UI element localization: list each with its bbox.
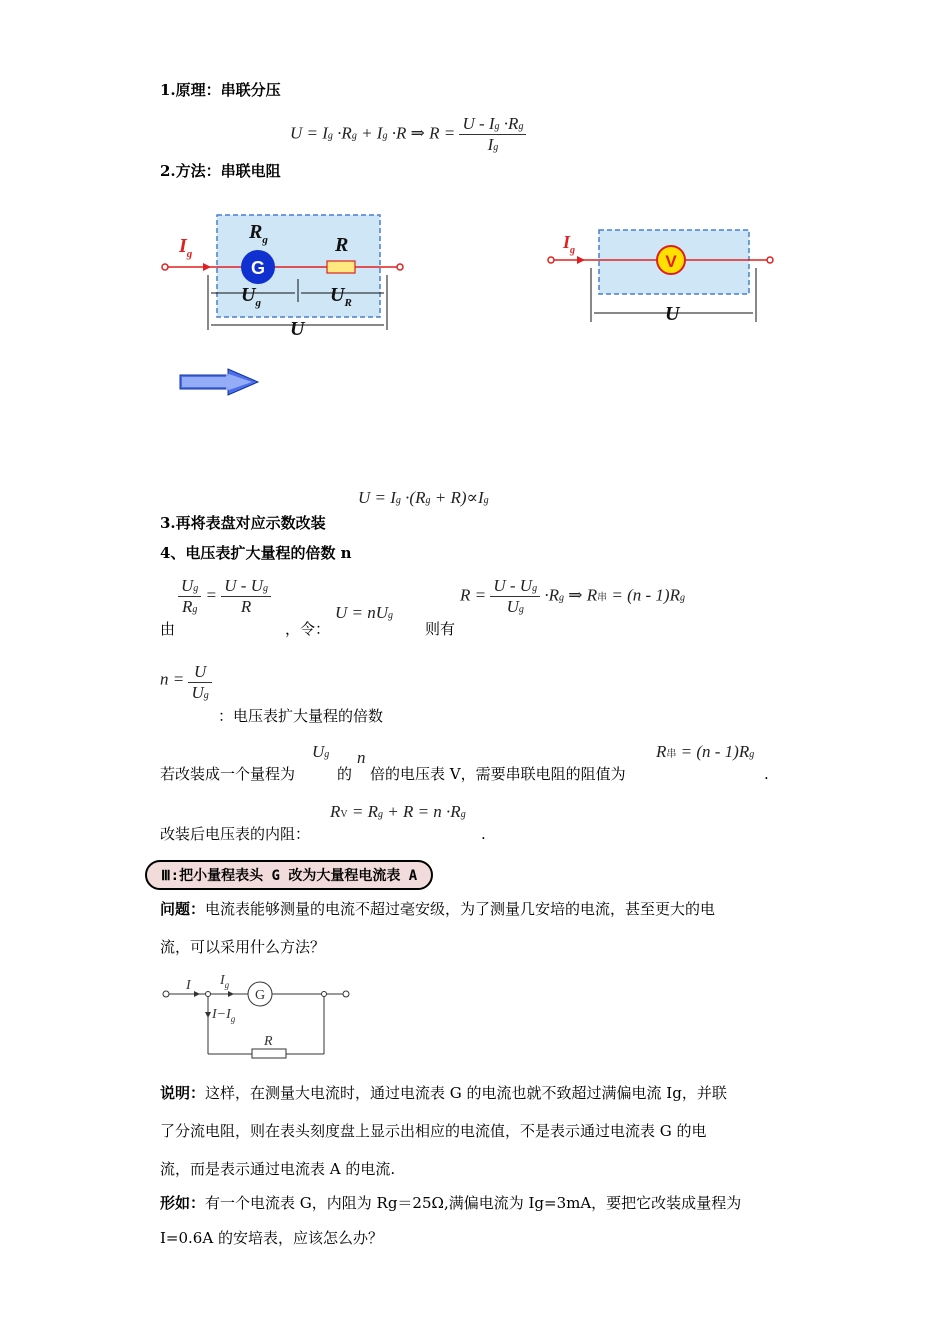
modify-n: n <box>357 748 366 767</box>
explain-line-2: 了分流电阻，则在表头刻度盘上显示出相应的电流值，不是表示通过电流表 G 的电 <box>160 1122 707 1140</box>
node-right <box>322 992 327 997</box>
i-label: I <box>186 978 191 993</box>
node-left <box>206 992 211 997</box>
ur-label: $U_R$ <box>330 284 352 309</box>
terminal-left <box>163 991 169 997</box>
example-line-1: 形如：有一个电流表 G，内阻为 Rg＝25Ω,满偏电流为 Ig=3mA，要把它改装成量程为 <box>160 1194 742 1212</box>
text-zeyou: 则有 <box>425 620 456 638</box>
explain-line-3: 流，而是表示通过电流表 A 的电流. <box>160 1160 396 1178</box>
section4-heading: 4、电压表扩大量程的倍数 n <box>160 544 352 562</box>
modify-de: 的 <box>337 765 353 783</box>
modify-ug: Ug <box>312 742 330 761</box>
resistor-r <box>327 261 355 273</box>
question-label: 问题： <box>160 900 206 918</box>
modify-r-formula: R串 = (n - 1)Rg <box>656 742 755 761</box>
formula-ratio: $\frac{Ug}{Rg}$ = $\frac{U - Ug}{R}$ <box>178 576 271 617</box>
section1-heading: 1.原理：串联分压 <box>160 81 281 99</box>
question-line-1: 问题：电流表能够测量的电流不超过毫安级，为了测量几安培的电流，甚至更大的电 <box>160 900 716 918</box>
g-label: G <box>250 258 266 278</box>
resistor-r <box>252 1049 286 1058</box>
ig-label: $I_g$ <box>220 973 230 990</box>
ug-label: $U_g$ <box>241 284 261 309</box>
explain-line-1: 说明：这样，在测量大电流时，通过电流表 G 的电流也就不致超过满偏电流 Ig，并联 <box>160 1084 727 1102</box>
voltmeter-circuit-diagram <box>545 220 785 330</box>
u-label: U <box>290 318 305 340</box>
series-circuit-diagram <box>155 205 415 345</box>
i-minus-ig-label: $I-I_g$ <box>212 1007 236 1024</box>
modify-dot: . <box>764 765 769 783</box>
question-line-2: 流，可以采用什么方法？ <box>160 938 326 956</box>
block-arrow-icon <box>178 368 262 396</box>
current-arrow <box>577 256 585 264</box>
parallel-circuit-diagram <box>158 966 358 1060</box>
formula-n: n = $\frac{U}{Ug}$ <box>160 658 212 703</box>
current-arrow <box>203 263 211 271</box>
section-iii-heading: Ⅲ:把小量程表头 G 改为大量程电流表 A <box>145 860 433 890</box>
formula-series-voltage: U = Ig ·Rg + Ig ·R ⇒ R = $\frac{U - Ig \cdot Rg}{Ig}$ <box>290 114 526 155</box>
terminal-right <box>343 991 349 997</box>
internal-dot: . <box>481 825 486 843</box>
formula-u-nug: U = nUg <box>335 603 394 622</box>
internal-text: 改装后电压表的内阻： <box>160 825 311 843</box>
modify-text-2: 倍的电压表 V，需要串联电阻的阻值为 <box>370 765 626 783</box>
terminal-left <box>548 257 554 263</box>
terminal-left <box>162 264 168 270</box>
terminal-right <box>767 257 773 263</box>
formula-proportional: U = Ig ·(Rg + R)∝Ig <box>358 488 489 507</box>
ig-label: $I_g$ <box>563 232 576 256</box>
terminal-right <box>397 264 403 270</box>
section3-heading: 3.再将表盘对应示数改装 <box>160 514 326 532</box>
n-description: ：电压表扩大量程的倍数 <box>218 707 384 725</box>
example-label: 形如： <box>160 1194 206 1212</box>
u-label: U <box>665 303 680 325</box>
text-you: 由 <box>160 620 176 638</box>
r-label: R <box>335 234 349 256</box>
r-label: R <box>264 1034 273 1049</box>
formula-r-series: R = $\frac{U - Ug}{Ug}$ ·Rg ⇒ R串 = (n - 1)Rg <box>460 576 685 616</box>
modify-text-1: 若改装成一个量程为 <box>160 765 296 783</box>
section2-heading: 2.方法：串联电阻 <box>160 162 281 180</box>
rg-label: $R_g$ <box>249 221 268 246</box>
v-label: V <box>665 252 677 271</box>
text-ling: ，令： <box>285 620 331 638</box>
explain-label: 说明： <box>160 1084 206 1102</box>
g-label: G <box>254 988 266 1003</box>
ig-label: $I_g$ <box>179 235 193 260</box>
internal-formula: RV = Rg + R = n ·Rg <box>330 802 466 821</box>
example-line-2: I=0.6A 的安培表，应该怎么办？ <box>160 1229 383 1247</box>
